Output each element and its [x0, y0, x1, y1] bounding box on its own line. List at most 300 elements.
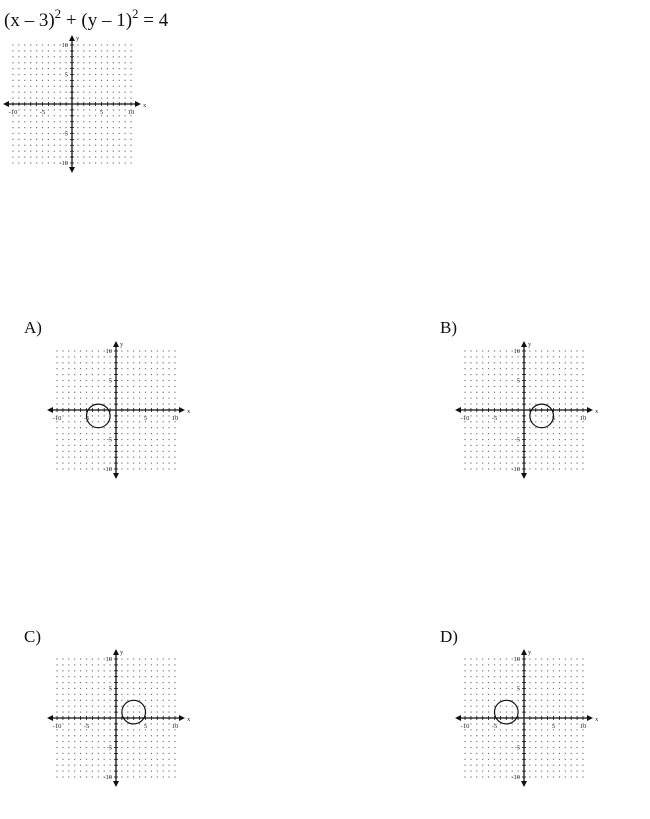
grid-dot: [98, 392, 99, 393]
grid-dot: [488, 463, 489, 464]
grid-dot: [30, 44, 31, 45]
grid-dot: [121, 398, 122, 399]
grid-dot: [107, 56, 108, 57]
grid-dot: [535, 712, 536, 713]
x-axis-arrow-right-icon: [179, 715, 185, 721]
grid-dot: [119, 127, 120, 128]
grid-dot: [18, 127, 19, 128]
grid-dot: [60, 80, 61, 81]
grid-dot: [482, 688, 483, 689]
grid-dot: [89, 68, 90, 69]
grid-dot: [512, 421, 513, 422]
grid-dot: [95, 162, 96, 163]
grid-dot: [110, 729, 111, 730]
grid-dot: [95, 56, 96, 57]
grid-dot: [127, 759, 128, 760]
grid-dot: [68, 398, 69, 399]
grid-dot: [157, 706, 158, 707]
grid-dot: [110, 463, 111, 464]
grid-dot: [62, 368, 63, 369]
grid-dot: [577, 451, 578, 452]
grid-dot: [12, 151, 13, 152]
grid-dot: [535, 368, 536, 369]
grid-dot: [121, 415, 122, 416]
grid-dot: [92, 350, 93, 351]
grid-dot: [98, 682, 99, 683]
grid-dot: [18, 121, 19, 122]
grid-dot: [488, 700, 489, 701]
grid-dot: [107, 145, 108, 146]
grid-dot: [512, 398, 513, 399]
grid-dot: [482, 765, 483, 766]
grid-dot: [470, 765, 471, 766]
grid-dot: [60, 56, 61, 57]
grid-dot: [163, 747, 164, 748]
grid-dot: [89, 80, 90, 81]
grid-dot: [582, 776, 583, 777]
grid-dot: [139, 404, 140, 405]
grid-dot: [470, 688, 471, 689]
grid-dot: [163, 688, 164, 689]
grid-dot: [547, 463, 548, 464]
grid-dot: [113, 109, 114, 110]
grid-dot: [98, 759, 99, 760]
grid-dot: [125, 98, 126, 99]
grid-dot: [92, 676, 93, 677]
grid-dot: [68, 427, 69, 428]
grid-dot: [512, 741, 513, 742]
grid-dot: [130, 62, 131, 63]
grid-dot: [66, 50, 67, 51]
grid-dot: [98, 374, 99, 375]
grid-dot: [500, 735, 501, 736]
grid-dot: [565, 368, 566, 369]
grid-dot: [577, 658, 578, 659]
grid-dot: [139, 427, 140, 428]
grid-dot: [559, 427, 560, 428]
grid-dot: [470, 356, 471, 357]
grid-dot: [553, 374, 554, 375]
grid-dot: [98, 468, 99, 469]
grid-dot: [74, 404, 75, 405]
grid-dot: [56, 457, 57, 458]
grid-dot: [151, 404, 152, 405]
grid-dot: [547, 421, 548, 422]
grid-dot: [157, 427, 158, 428]
grid-dot: [62, 433, 63, 434]
grid-dot: [464, 712, 465, 713]
grid-dot: [36, 145, 37, 146]
grid-dot: [139, 747, 140, 748]
grid-dot: [30, 109, 31, 110]
grid-dot: [92, 368, 93, 369]
grid-dot: [529, 368, 530, 369]
grid-dot: [74, 682, 75, 683]
grid-dot: [24, 98, 25, 99]
grid-dot: [145, 694, 146, 695]
grid-dot: [110, 765, 111, 766]
grid-dot: [547, 445, 548, 446]
grid-dot: [86, 451, 87, 452]
grid-dot: [577, 765, 578, 766]
grid-dot: [470, 404, 471, 405]
grid-dot: [121, 735, 122, 736]
grid-dot: [577, 729, 578, 730]
grid-dot: [30, 133, 31, 134]
grid-dot: [553, 451, 554, 452]
grid-dot: [113, 162, 114, 163]
grid-dot: [577, 356, 578, 357]
grid-dot: [476, 404, 477, 405]
grid-dot: [139, 468, 140, 469]
grid-dot: [77, 98, 78, 99]
grid-dot: [18, 68, 19, 69]
grid-dot: [80, 729, 81, 730]
grid-dot: [571, 664, 572, 665]
grid-dot: [577, 439, 578, 440]
grid-dot: [98, 421, 99, 422]
choice-b-graph[interactable]: [452, 340, 612, 484]
grid-dot: [62, 445, 63, 446]
grid-dot: [110, 445, 111, 446]
y-tick-label: -5: [514, 744, 520, 752]
grid-dot: [104, 670, 105, 671]
grid-dot: [80, 415, 81, 416]
grid-dot: [512, 362, 513, 363]
grid-dot: [48, 151, 49, 152]
grid-dot: [169, 682, 170, 683]
choice-label-d[interactable]: D): [440, 627, 458, 646]
x-tick-label: -10: [460, 723, 470, 730]
grid-dot: [476, 421, 477, 422]
grid-dot: [157, 374, 158, 375]
grid-dot: [48, 50, 49, 51]
grid-dot: [127, 463, 128, 464]
grid-dot: [470, 682, 471, 683]
x-tick-label: -5: [491, 723, 498, 730]
grid-dot: [30, 121, 31, 122]
choice-a-graph[interactable]: [44, 340, 204, 484]
grid-dot: [500, 712, 501, 713]
grid-dot: [518, 694, 519, 695]
grid-dot: [577, 712, 578, 713]
grid-dot: [36, 80, 37, 81]
grid-dot: [571, 771, 572, 772]
grid-dot: [529, 706, 530, 707]
grid-dot: [529, 682, 530, 683]
grid-dot: [80, 753, 81, 754]
grid-dot: [56, 433, 57, 434]
grid-dot: [157, 368, 158, 369]
grid-dot: [133, 439, 134, 440]
grid-dot: [157, 694, 158, 695]
y-axis-label: y: [120, 341, 124, 348]
grid-dot: [547, 468, 548, 469]
grid-dot: [77, 151, 78, 152]
grid-dot: [110, 356, 111, 357]
grid-dot: [83, 151, 84, 152]
grid-dot: [500, 350, 501, 351]
grid-dot: [518, 386, 519, 387]
grid-dot: [571, 457, 572, 458]
grid-dot: [86, 392, 87, 393]
grid-dot: [145, 451, 146, 452]
grid-dot: [92, 356, 93, 357]
grid-dot: [86, 439, 87, 440]
grid-dot: [518, 664, 519, 665]
grid-dot: [571, 445, 572, 446]
grid-dot: [86, 404, 87, 405]
grid-dot: [62, 421, 63, 422]
y-tick-label: -10: [511, 774, 520, 781]
grid-dot: [541, 694, 542, 695]
choice-label-a[interactable]: A): [24, 318, 42, 337]
grid-dot: [62, 415, 63, 416]
grid-dot: [163, 735, 164, 736]
grid-dot: [98, 386, 99, 387]
grid-dot: [12, 92, 13, 93]
grid-dot: [582, 664, 583, 665]
grid-dot: [80, 765, 81, 766]
grid-dot: [518, 404, 519, 405]
grid-dot: [92, 765, 93, 766]
grid-dot: [24, 121, 25, 122]
y-tick-label: 5: [108, 685, 112, 693]
grid-dot: [98, 706, 99, 707]
grid-dot: [482, 457, 483, 458]
grid-dot: [512, 753, 513, 754]
grid-dot: [577, 753, 578, 754]
grid-dot: [476, 392, 477, 393]
grid-dot: [12, 68, 13, 69]
grid-dot: [121, 729, 122, 730]
grid-dot: [529, 463, 530, 464]
grid-dot: [89, 115, 90, 116]
grid-dot: [470, 398, 471, 399]
grid-dot: [157, 392, 158, 393]
grid-dot: [80, 776, 81, 777]
grid-dot: [464, 664, 465, 665]
grid-dot: [174, 700, 175, 701]
grid-dot: [582, 747, 583, 748]
grid-dot: [512, 445, 513, 446]
grid-dot: [577, 433, 578, 434]
grid-dot: [157, 439, 158, 440]
grid-dot: [66, 80, 67, 81]
x-axis-label: x: [187, 408, 191, 415]
grid-dot: [151, 723, 152, 724]
grid-dot: [80, 747, 81, 748]
grid-dot: [174, 380, 175, 381]
grid-dot: [60, 74, 61, 75]
grid-dot: [18, 74, 19, 75]
grid-dot: [482, 421, 483, 422]
grid-dot: [163, 380, 164, 381]
grid-dot: [119, 109, 120, 110]
grid-dot: [529, 362, 530, 363]
grid-dot: [127, 468, 128, 469]
grid-dot: [139, 421, 140, 422]
grid-dot: [92, 415, 93, 416]
grid-dot: [18, 157, 19, 158]
grid-dot: [119, 44, 120, 45]
grid-dot: [56, 658, 57, 659]
grid-dot: [559, 451, 560, 452]
grid-dot: [157, 700, 158, 701]
grid-dot: [54, 98, 55, 99]
grid-dot: [529, 457, 530, 458]
grid-dot: [565, 415, 566, 416]
grid-dot: [133, 445, 134, 446]
grid-dot: [68, 380, 69, 381]
grid-dot: [119, 115, 120, 116]
grid-dot: [163, 682, 164, 683]
grid-dot: [80, 362, 81, 363]
grid-dot: [62, 457, 63, 458]
grid-dot: [582, 712, 583, 713]
grid-dot: [571, 350, 572, 351]
grid-dot: [494, 392, 495, 393]
grid-dot: [157, 771, 158, 772]
grid-dot: [133, 398, 134, 399]
grid-dot: [506, 759, 507, 760]
choice-d-graph[interactable]: [452, 648, 612, 792]
y-axis-arrow-up-icon: [521, 649, 527, 655]
grid-dot: [541, 356, 542, 357]
grid-dot: [518, 741, 519, 742]
grid-dot: [121, 723, 122, 724]
grid-dot: [506, 427, 507, 428]
grid-dot: [145, 368, 146, 369]
grid-dot: [127, 735, 128, 736]
grid-dot: [68, 741, 69, 742]
grid-dot: [547, 451, 548, 452]
grid-dot: [77, 62, 78, 63]
choice-label-b[interactable]: B): [440, 318, 457, 337]
choice-c-graph[interactable]: [44, 648, 204, 792]
grid-dot: [121, 676, 122, 677]
grid-dot: [130, 133, 131, 134]
grid-dot: [506, 368, 507, 369]
grid-dot: [130, 127, 131, 128]
grid-dot: [506, 688, 507, 689]
grid-dot: [529, 729, 530, 730]
grid-dot: [529, 404, 530, 405]
grid-dot: [56, 735, 57, 736]
grid-dot: [163, 398, 164, 399]
grid-dot: [169, 451, 170, 452]
grid-dot: [500, 741, 501, 742]
grid-dot: [559, 386, 560, 387]
grid-dot: [547, 380, 548, 381]
grid-dot: [62, 735, 63, 736]
grid-dot: [30, 151, 31, 152]
grid-dot: [42, 139, 43, 140]
grid-dot: [174, 776, 175, 777]
grid-dot: [482, 398, 483, 399]
grid-dot: [98, 362, 99, 363]
grid-dot: [48, 62, 49, 63]
grid-dot: [476, 759, 477, 760]
grid-dot: [104, 759, 105, 760]
grid-dot: [512, 694, 513, 695]
grid-dot: [553, 468, 554, 469]
grid-dot: [62, 747, 63, 748]
grid-dot: [506, 374, 507, 375]
grid-dot: [559, 771, 560, 772]
grid-dot: [464, 670, 465, 671]
grid-dot: [169, 368, 170, 369]
grid-dot: [24, 44, 25, 45]
grid-dot: [80, 433, 81, 434]
grid-dot: [151, 771, 152, 772]
grid-dot: [145, 457, 146, 458]
grid-dot: [92, 706, 93, 707]
grid-dot: [104, 729, 105, 730]
grid-dot: [470, 735, 471, 736]
grid-dot: [83, 98, 84, 99]
grid-dot: [86, 670, 87, 671]
grid-dot: [107, 92, 108, 93]
grid-dot: [95, 109, 96, 110]
grid-dot: [62, 468, 63, 469]
grid-dot: [577, 445, 578, 446]
grid-dot: [68, 356, 69, 357]
grid-dot: [169, 700, 170, 701]
grid-dot: [553, 356, 554, 357]
grid-dot: [86, 457, 87, 458]
grid-dot: [470, 664, 471, 665]
grid-dot: [512, 404, 513, 405]
grid-dot: [571, 380, 572, 381]
grid-dot: [125, 44, 126, 45]
grid-dot: [506, 439, 507, 440]
grid-dot: [83, 157, 84, 158]
grid-dot: [56, 368, 57, 369]
grid-dot: [488, 421, 489, 422]
grid-dot: [30, 50, 31, 51]
grid-dot: [476, 723, 477, 724]
grid-dot: [80, 427, 81, 428]
grid-dot: [98, 729, 99, 730]
grid-dot: [68, 439, 69, 440]
choice-label-c[interactable]: C): [24, 627, 41, 646]
grid-dot: [127, 433, 128, 434]
grid-dot: [62, 427, 63, 428]
grid-dot: [512, 765, 513, 766]
grid-dot: [107, 139, 108, 140]
grid-dot: [18, 62, 19, 63]
grid-dot: [42, 62, 43, 63]
grid-dot: [110, 664, 111, 665]
grid-dot: [559, 392, 560, 393]
grid-dot: [535, 350, 536, 351]
grid-dot: [95, 151, 96, 152]
y-tick-label: -10: [59, 160, 68, 167]
grid-dot: [95, 86, 96, 87]
grid-dot: [104, 386, 105, 387]
grid-dot: [470, 771, 471, 772]
grid-dot: [169, 694, 170, 695]
grid-dot: [163, 670, 164, 671]
grid-dot: [127, 682, 128, 683]
grid-dot: [476, 706, 477, 707]
grid-dot: [80, 700, 81, 701]
grid-dot: [169, 380, 170, 381]
grid-dot: [80, 374, 81, 375]
grid-dot: [169, 356, 170, 357]
grid-dot: [139, 362, 140, 363]
